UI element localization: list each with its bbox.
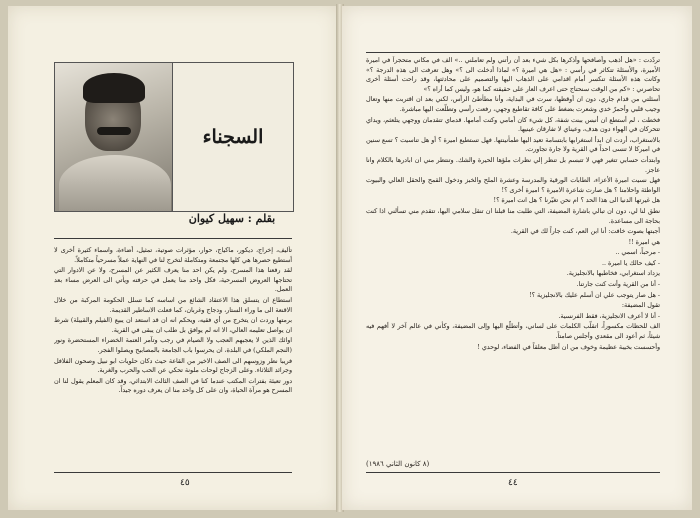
photo-shoulders bbox=[59, 155, 171, 212]
right-paragraph: - مرحباً، اسمي .. bbox=[615, 249, 660, 257]
left-footer-divider bbox=[54, 472, 292, 473]
right-paragraph: نطق لنا لي، دون ان تبالي باشارة المضيفة، التي طلبت منا قبلنا ان تنقل سلامي اليها، تتقدم مني تسألني اذا كنت بحاجة الى مساعدة. bbox=[366, 207, 660, 225]
right-paragraph: أسئلتي من قدام جاري، دون ان أوقظها، سرت في البداية، وأنا مطأطئ الرأس، لكني بعد ان اقتربت منها وتعال وجيب قلبي وأحمرّ خدي وشعرت بضغط على كافة تقاطيع وجهي، رفعت رأسي وتطلّعت اليها مباشرة. bbox=[366, 96, 660, 113]
story-title: السجناء bbox=[202, 126, 264, 148]
story-title-box bbox=[172, 62, 294, 212]
right-paragraph: أجبتها بصوت خافت: أنا ابن العم، كنت جاراً لك في القرية. bbox=[510, 228, 660, 236]
right-paragraph: وابتدأت حسابي تتغير فهي لا تتبسم بل تنظر إلي نظرات ملؤها الحيرة والشك. وتنتظر مني ان ابادرها بالكلام وانا عاجز. bbox=[366, 156, 660, 174]
story-date: (٨ كانون الثاني ١٩٨٦) bbox=[366, 460, 430, 468]
left-page bbox=[8, 6, 338, 510]
left-paragraph: استطاع ان يتسلق هذا الاعتقاد الشائع من اساسه كما تسلل الحكومة المركبة من خلال الاقنعة الى ما وراء الستار، ودجاج وغربان، كما فعلت الاساطير القديمة. bbox=[54, 296, 292, 314]
left-page-number: ٤٥ bbox=[180, 478, 190, 488]
right-paragraph: فهل نسيت اميرة الأعزاء، الطابات الورقية والمدرسة وعشرة الملح والخبز ودخول القمح والحقل العالي والبيوت الواطئة واحلامنا ؟ هل صارت شاعرة الاميرة ؟ اميرة أخرى ؟! bbox=[366, 177, 660, 194]
author-byline: بقلم : سهيل كيوان bbox=[188, 212, 276, 225]
left-paragraph: برمتها وردت ان يتخرج من أي فقيه، ويحكم انه ان قد استعد ان يبيع (الفيلم والقبيلة) شرط ان يواصل تعليمه العالي، الا انه لم يوافق بل طلب ان يبقى في القرية. bbox=[54, 317, 292, 334]
right-paragraph: تقول المضيفة: bbox=[621, 302, 660, 310]
left-paragraph: دور تعبئة بفترات المكتب عندما كنا في الصف الثالث الابتدائي، وقد كان المعلم يقول لنا ان المسرح هو مرآة الحياة، وان على كل واحد منا ان يعرف دوره جيداً. bbox=[54, 377, 292, 395]
right-paragraph: يزداد استغرابي، فخاطبها بالانجليزية. bbox=[566, 270, 660, 278]
right-page bbox=[342, 6, 692, 510]
right-paragraph: - أنا لا أعرف الانجليزية، فقط الفرنسية. bbox=[558, 312, 660, 320]
left-body-text bbox=[54, 246, 292, 468]
right-paragraph: - هل صار يتوجب علي ان أسلم عليك بالانجليزية ؟! bbox=[529, 291, 660, 299]
right-paragraph: هل غيرتها الدنيا الى هذا الحد ؟ ام نحن تغيّرنا ؟ هل انت اميرة ؟! bbox=[493, 197, 660, 205]
left-paragraph: اوائك الذين لا يعجبهم العجب ولا الصيام في رجب وتآمر العتمة الخضراء المستحضرة ونور (النجم الملكي) في البلدة، ان يحرسوا باب الجامعة بالمصابيح ويصلوا الفجر. bbox=[54, 337, 292, 354]
left-paragraph: فريبا نظر وزوسهم الى الصف الاخير من القاعة حيث دكان حلويات ابو نبيل وصحون الفلافل وجرائد الثلاثاء. وعلى الزجاج لوحات ملونة تحكي عن الحب والحرب والغربة. bbox=[54, 357, 292, 375]
right-paragraph: هي اميرة !! bbox=[628, 238, 660, 246]
photo-moustache bbox=[97, 127, 131, 135]
right-paragraph: بالاستغراب، أردت ان ابدأ استغرابها بابتسامة تعيد اليها طمأنينتها. فهل تستطيع اميرة ؟ أو هل تناسيت ؟ تسع سنين في اميركا لا تنسى احداً في القرية ولا جارة تجاورت. bbox=[366, 136, 660, 154]
right-paragraph: فخطت ، لم أستطع ان أنبس ببنت شفة، كل شيء كان أمامي وكنت أمامها. قدماي تتقدمان ووجهي يتلعثم، ويداي تتحركان في الهواء دون هدف، وعيناي لا تفارقان عينيها. bbox=[366, 116, 660, 134]
right-footer-divider bbox=[366, 472, 660, 473]
left-paragraph: لقد رفعنا هذا المسرح، ولم يكن احد منا يعرف الكثير عن المسرح، ولا عن الادوار التي تحتاجها العروض المسرحية، فكل واحد منا يعمل في حرفته ويأتي الى العرض مساء بعد العمل. bbox=[54, 267, 292, 294]
author-photo bbox=[54, 62, 174, 212]
byline-divider bbox=[54, 238, 292, 239]
right-body-text bbox=[366, 56, 660, 454]
right-paragraph: - كيف حالك يا اميرة .. bbox=[601, 259, 660, 267]
right-header-divider bbox=[366, 52, 660, 53]
right-paragraph: وأحسست بخيبة عظيمة وخوف من ان أظل معلقاً في الفضاء، لوحدي ! bbox=[477, 343, 660, 351]
photo-hair bbox=[83, 73, 145, 103]
right-paragraph: تردّدت : «هل أذهب وأصافحها وأذكرها بكل شيء بعد أن رأتني ولم تعاملني ..» الف في مكاني متحجراً في اميرة الأميرة، والأسئلة تتكاثر في رأسي : «هل هي اميرة ؟» لماذا أدخلت الى ؟» وهل تعرفت الى هذه الدرجة ؟» وكانت هذه الأسئلة تنكسر أمام اقدامي على الذهاب اليها والتصميم على محادثتها، وقد راحت أسئلة أخرى تحاصرني : «كم من الوقت سنحتاج حتى اعرف العار على حقيقته كما هو، وليس كما أراه ؟» bbox=[366, 57, 660, 93]
right-paragraph: - أنا من القرية وأنت كنت جارتنا. bbox=[576, 281, 660, 289]
right-page-number: ٤٤ bbox=[508, 478, 518, 488]
right-paragraph: الف للحظات مكسوراً، اتقلّب الكلمات على لساني، وأتطلّع اليها وإلى المضيفة، وكأني في عالم آخر لا أفهم فيه شيئاً، ثم أعود الى مقعدي وأجلس صامتاً. bbox=[366, 323, 660, 341]
left-paragraph: تأليف، إخراج، ديكور، ماكياج، حوار، مؤثرات صوتية، تمثيل، أضاءة، واسماء كثيرة أخرى لا أستطيع حصرها هي كلها مجتمعة ومتكاملة لتخرج لنا في النهاية عملاً مسرحياً متكاملاً. bbox=[54, 247, 292, 264]
